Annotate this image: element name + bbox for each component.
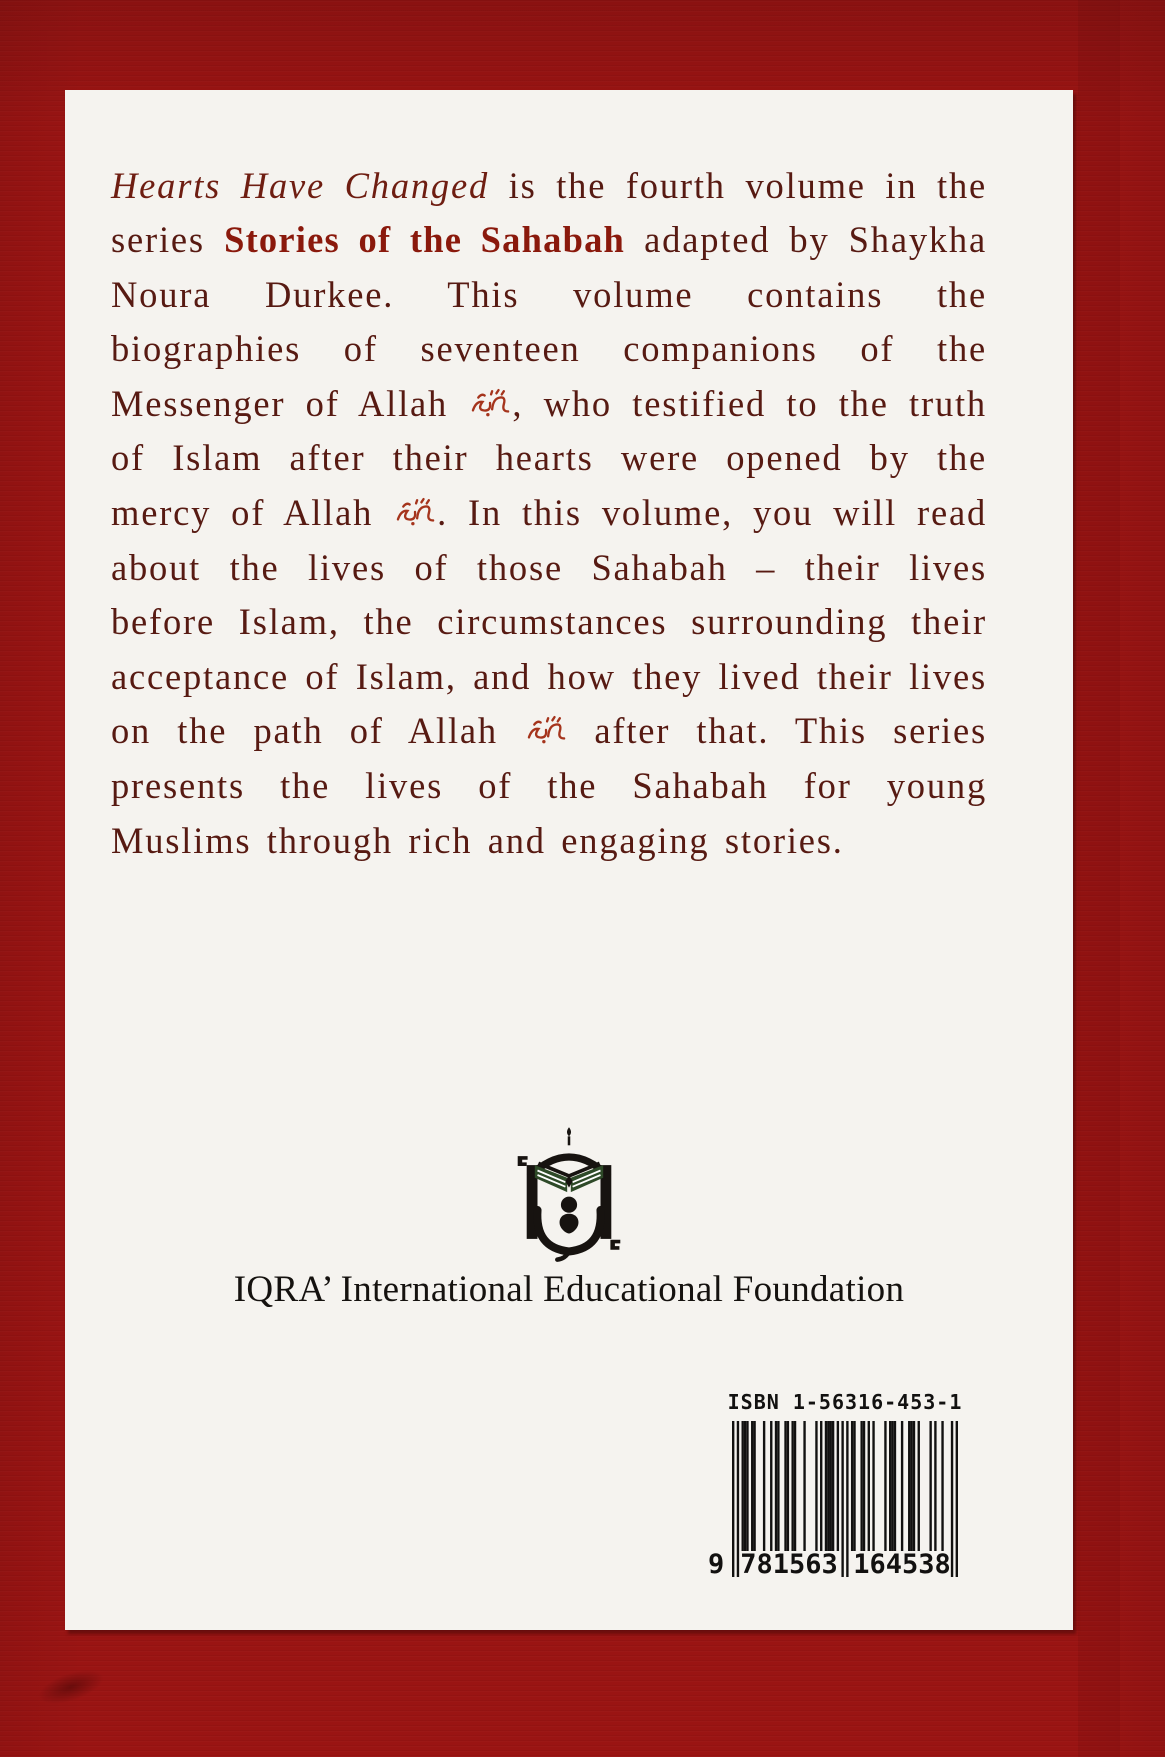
- blurb-text-title: Hearts Have Changed: [111, 164, 490, 206]
- blurb-text-normal: adapted by Shaykha Noura Durkee. This volume contains the biographies of seventeen companions of the Messenger of Allah: [111, 219, 987, 424]
- barcode-digit-lead: 9: [708, 1549, 725, 1580]
- taala-calligraphy-icon: [524, 715, 568, 747]
- saw-calligraphy-icon: [468, 388, 512, 420]
- blurb-text-normal: . In this volume, you will read about the lives of those Sahabah – their lives before Islam, the circumstances surrounding their acceptance of Islam, and how they lived their lives on the path of Allah: [111, 492, 987, 752]
- back-cover-panel: [65, 90, 1073, 1630]
- barcode-bars-area: [708, 1421, 958, 1583]
- fabric-shade: [1078, 0, 1120, 1757]
- taala-calligraphy-icon: [393, 497, 437, 529]
- barcode-digits-left: 781563: [740, 1549, 838, 1580]
- blurb-text-normal: is the fourth volume in the series: [111, 164, 987, 261]
- barcode-digits-right: 164538: [853, 1549, 951, 1580]
- isbn-label: ISBN 1-56316-453-1: [727, 1390, 963, 1414]
- barcode-block: [700, 1390, 990, 1583]
- blurb-text-series: Stories of the Sahabah: [224, 219, 626, 261]
- fabric-mark: [31, 1661, 111, 1712]
- blurb-text-normal: , who testified to the truth of Islam after their hearts were opened by the mercy of Allah: [111, 382, 987, 534]
- blurb-text-normal: after that. This series presents the lives of the Sahabah for young Muslims through rich and engaging stories.: [111, 710, 988, 861]
- publisher-name: IQRA’ International Educational Foundation: [233, 1269, 905, 1310]
- iqra-logo: [515, 1122, 623, 1264]
- blurb-paragraph: [111, 159, 987, 869]
